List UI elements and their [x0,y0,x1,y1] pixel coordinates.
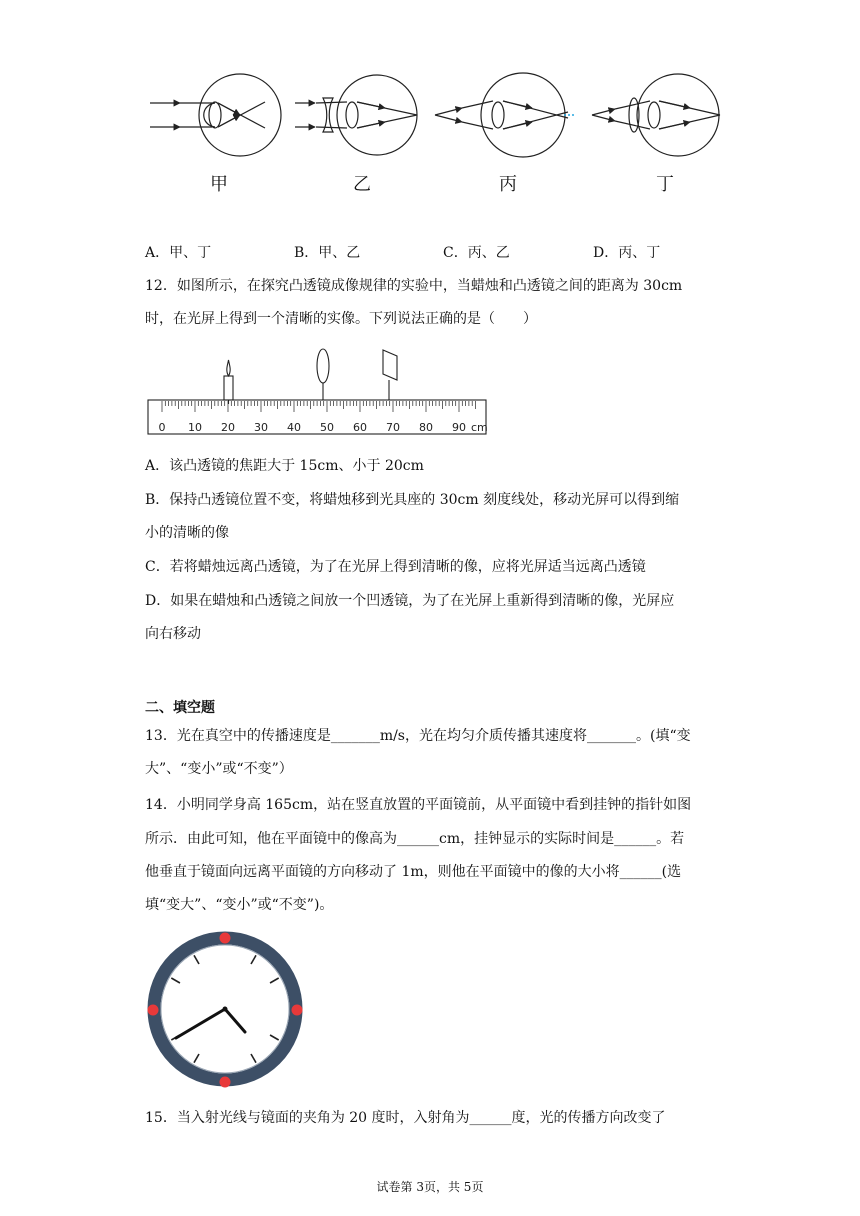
ruler-tick-label: 10 [188,421,202,434]
q12-option-a: A．该凸透镜的焦距大于 15cm、小于 20cm [145,458,424,474]
convex-lens [317,349,329,400]
q11-option-a: A．甲、丁 [145,245,212,261]
eye-diagrams-figure [140,70,740,200]
eye-diagram-jia [150,74,281,156]
ruler-ticks [162,401,476,412]
q12-option-d-line1: D．如果在蜡烛和凸透镜之间放一个凹透镜，为了在光屏上重新得到清晰的像，光屏应 [145,593,675,609]
ruler-unit: cm [471,421,488,434]
eye-label-jia: 甲 [210,174,228,195]
q12-stem-line1: 12．如图所示，在探究凸透镜成像规律的实验中，当蜡烛和凸透镜之间的距离为 30cm [145,278,683,294]
q11-option-c: C．丙、乙 [443,245,510,261]
ruler-tick-label: 60 [353,421,367,434]
optical-bench-figure [145,340,495,440]
ruler-tick-label: 0 [158,421,166,434]
eye-diagram-yi [295,75,417,155]
eye-label-ding: 丁 [656,174,674,195]
ruler-tick-label: 20 [221,421,235,434]
light-screen [383,350,397,400]
q12-option-c: C．若将蜡烛远离凸透镜，为了在光屏上得到清晰的像，应将光屏适当远离凸透镜 [145,559,646,575]
candle [224,360,233,404]
ruler-tick-label: 40 [287,421,301,434]
q13-line1: 13．光在真空中的传播速度是_______m/s，光在均匀介质传播其速度将_______。(填“变 [145,728,691,744]
q14-line2: 所示．由此可知，他在平面镜中的像高为______cm，挂钟显示的实际时间是______。若 [145,831,685,847]
q14-line4: 填“变大”、“变小”或“不变”)。 [145,897,334,913]
ruler-tick-label: 70 [386,421,400,434]
q12-option-b-line1: B．保持凸透镜位置不变，将蜡烛移到光具座的 30cm 刻度线处，移动光屏可以得到缩 [145,492,680,508]
q11-option-d: D．丙、丁 [593,245,661,261]
q14-line3: 他垂直于镜面向远离平面镜的方向移动了 1m，则他在平面镜中的像的大小将______(选 [145,864,682,880]
q12-option-b-line2: 小的清晰的像 [145,525,229,541]
q11-option-b: B．甲、乙 [294,245,361,261]
q15-line1: 15．当入射光线与镜面的夹角为 20 度时，入射角为______度，光的传播方向改变了 [145,1110,666,1126]
q12-stem-line2: 时，在光屏上得到一个清晰的实像。下列说法正确的是（ ） [145,311,537,327]
ruler-tick-label: 80 [419,421,433,434]
ruler-labels [159,421,467,434]
ruler-tick-label: 50 [320,421,334,434]
ruler-tick-label: 30 [254,421,268,434]
q14-line1: 14．小明同学身高 165cm，站在竖直放置的平面镜前，从平面镜中看到挂钟的指针如图 [145,797,692,813]
section-heading: 二、填空题 [145,700,215,716]
eye-label-bing: 丙 [499,174,517,195]
ruler-tick-label: 90 [452,421,466,434]
page-footer: 试卷第 3页，共 5页 [376,1180,484,1194]
eye-diagram-bing [435,73,568,157]
eye-label-yi: 乙 [353,174,371,195]
q12-option-d-line2: 向右移动 [145,626,201,642]
q13-line2: 大”、“变小”或“不变”） [145,761,293,777]
eye-diagram-ding [592,74,720,156]
wall-clock-figure [146,930,306,1090]
